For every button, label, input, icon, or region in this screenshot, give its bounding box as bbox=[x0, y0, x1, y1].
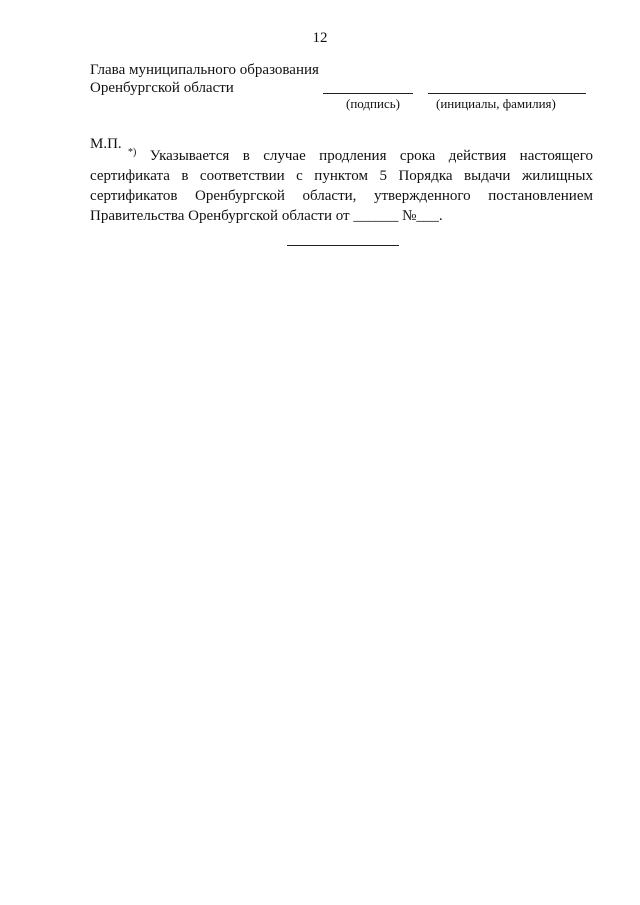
signature-line bbox=[323, 93, 413, 94]
footnote-text: Указывается в случае продления срока действия настоящего сертификата в соответствии с пунктом 5 Порядка выдачи жилищных сертификатов Оренбургской области, утвержденного постановлением Правительства Оренбургской области от ______ №___. bbox=[90, 148, 593, 224]
name-line bbox=[428, 93, 586, 94]
signer-title-line1: Глава муниципального образования bbox=[90, 62, 319, 78]
signer-title bbox=[90, 61, 319, 97]
footnote-paragraph bbox=[90, 143, 593, 226]
signature-caption: (подпись) bbox=[346, 96, 400, 111]
seal-label: М.П. bbox=[90, 136, 122, 152]
footnote bbox=[90, 143, 593, 226]
footnote-mark: *) bbox=[128, 147, 137, 158]
signer-title-line2: Оренбургской области bbox=[90, 80, 234, 96]
page-number: 12 bbox=[312, 30, 328, 46]
name-caption: (инициалы, фамилия) bbox=[436, 96, 556, 111]
end-separator-line bbox=[287, 245, 399, 246]
